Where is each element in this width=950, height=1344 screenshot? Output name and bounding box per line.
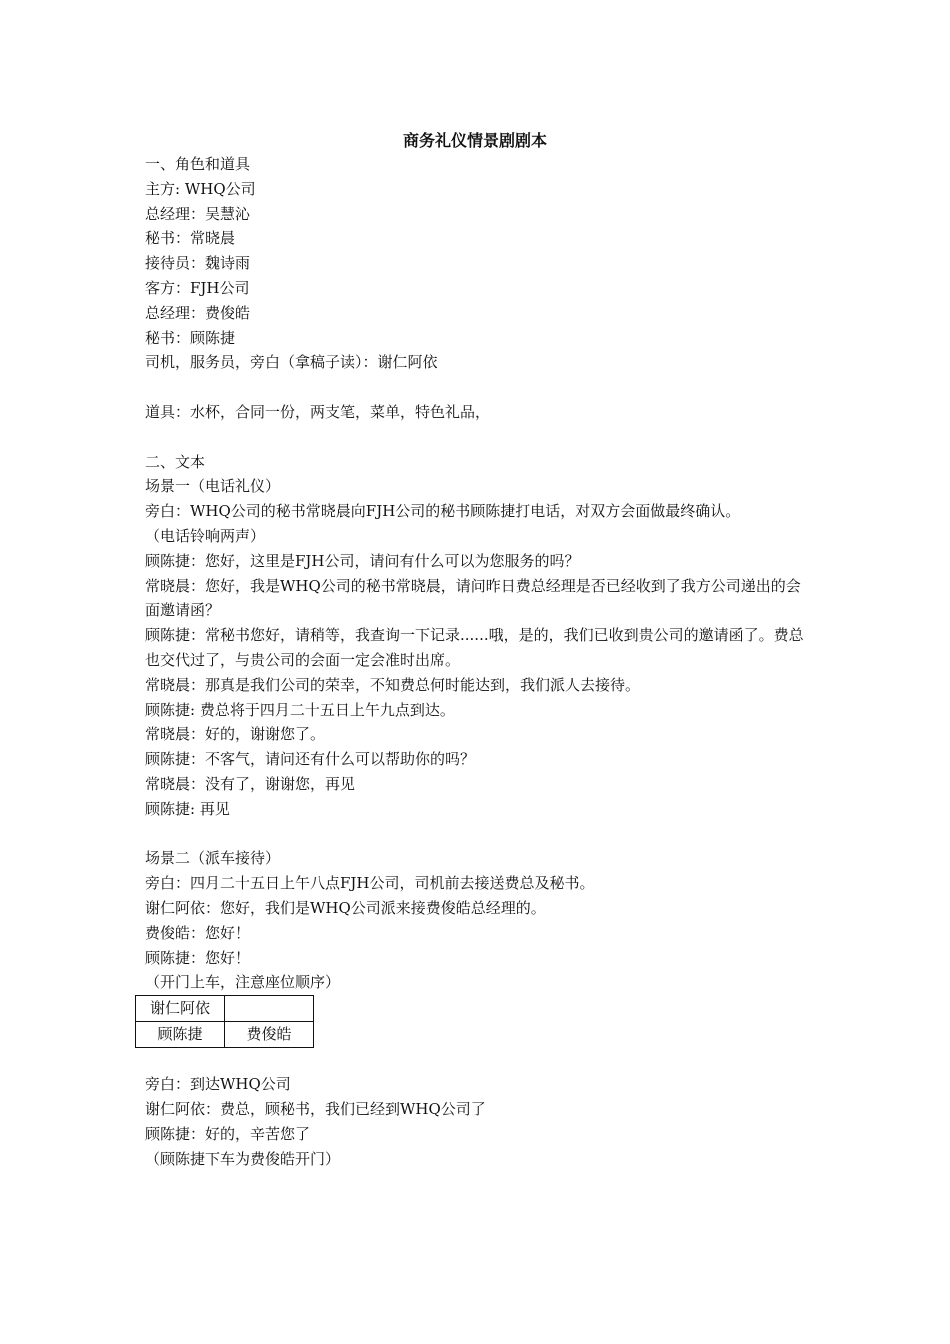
seating-row	[136, 996, 314, 1022]
seat-cell: 谢仁阿依	[136, 996, 225, 1022]
script-line: （顾陈捷下车为费俊皓开门）	[145, 1149, 341, 1168]
script-line: 常晓晨：好的，谢谢您了。	[145, 725, 326, 744]
script-line: 顾陈捷：不客气，请问还有什么可以帮助你的吗？	[145, 750, 476, 769]
blank-line	[145, 822, 815, 847]
script-line: 谢仁阿依：您好，我们是WHQ公司派来接费俊皓总经理的。	[145, 898, 546, 917]
blank-line	[145, 375, 815, 400]
role-line: 客方：FJH公司	[145, 278, 250, 297]
seat-cell: 费俊皓	[225, 1021, 314, 1047]
script-line: 顾陈捷：您好！	[145, 948, 251, 967]
section-heading: 一、角色和道具	[145, 155, 251, 173]
role-line: 司机，服务员，旁白（拿稿子读）：谢仁阿依	[145, 353, 438, 372]
props-line: 道具：水杯，合同一份，两支笔，菜单，特色礼品，	[145, 402, 491, 421]
document-body	[145, 152, 815, 1172]
script-line: 顾陈捷：您好，这里是FJH公司，请问有什么可以为您服务的吗？	[145, 551, 580, 570]
script-line: 旁白：四月二十五日上午八点FJH公司，司机前去接送费总及秘书。	[145, 874, 595, 893]
blank-line	[145, 425, 815, 450]
script-line: 常晓晨：那真是我们公司的荣幸，不知费总何时能达到，我们派人去接待。	[145, 675, 641, 694]
script-line: （电话铃响两声）	[145, 526, 266, 545]
script-line: 费俊皓：您好！	[145, 923, 251, 942]
script-line: （开门上车，注意座位顺序）	[145, 973, 341, 992]
seating-table	[135, 995, 314, 1048]
role-line: 秘书：顾陈捷	[145, 328, 236, 347]
script-line: 顾陈捷：常秘书您好，请稍等，我查询一下记录......哦，是的，我们已收到贵公司的邀请函了。费总也交代过了，与贵公司的会面一定会准时出席。	[145, 626, 804, 669]
document-title: 商务礼仪情景剧剧本	[402, 131, 547, 150]
seat-cell: 顾陈捷	[136, 1021, 225, 1047]
script-line: 旁白：WHQ公司的秘书常晓晨向FJH公司的秘书顾陈捷打电话，对双方会面做最终确认。	[145, 502, 741, 521]
script-line: 顾陈捷: 再见	[145, 799, 230, 818]
seating-row	[136, 1021, 314, 1047]
section-heading: 二、文本	[145, 452, 206, 471]
scene-title: 场景二（派车接待）	[145, 849, 281, 868]
role-line: 接待员：魏诗雨	[145, 254, 251, 273]
role-line: 总经理：吴慧沁	[145, 204, 251, 223]
script-line: 常晓晨：没有了，谢谢您，再见	[145, 774, 356, 793]
script-line: 旁白：到达WHQ公司	[145, 1075, 291, 1094]
script-line: 谢仁阿依：费总，顾秘书，我们已经到WHQ公司了	[145, 1100, 486, 1119]
script-line: 顾陈捷：好的，辛苦您了	[145, 1125, 311, 1144]
script-line: 顾陈捷: 费总将于四月二十五日上午九点到达。	[145, 700, 455, 719]
script-line: 常晓晨：您好，我是WHQ公司的秘书常晓晨，请问昨日费总经理是否已经收到了我方公司递出的会面邀请函？	[145, 576, 801, 620]
role-line: 主方: WHQ公司	[145, 179, 256, 198]
scene-title: 场景一（电话礼仪）	[145, 477, 281, 496]
blank-line	[145, 1048, 815, 1073]
seat-cell	[225, 996, 314, 1022]
role-line: 总经理：费俊皓	[145, 303, 251, 322]
role-line: 秘书：常晓晨	[145, 229, 236, 248]
